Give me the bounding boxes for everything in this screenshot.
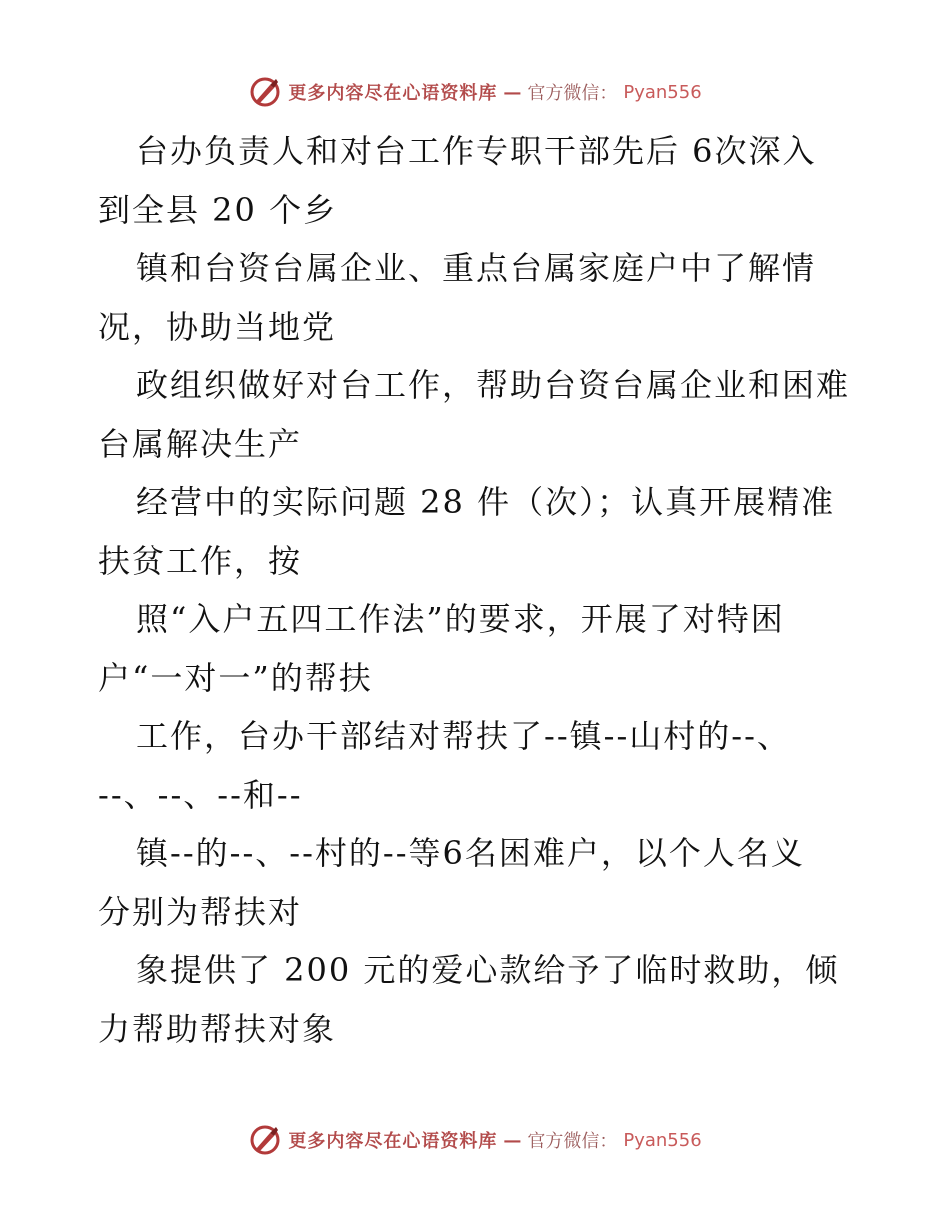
watermark-wechat-id: Pyan556 [623, 81, 702, 103]
watermark-wechat-id: Pyan556 [623, 1129, 702, 1151]
header-watermark [0, 72, 950, 112]
text-line: 台办负责人和对台工作专职干部先后 6次深入 [136, 132, 817, 170]
pen-logo-icon [248, 1123, 282, 1157]
text-line: --、--、--和-- [98, 775, 303, 814]
text-line: 政组织做好对台工作，帮助台资台属企业和困难 [136, 366, 851, 404]
text-line: 力帮助帮扶对象 [98, 1009, 337, 1048]
text-line: 照“入户五四工作法”的要求，开展了对特困 [136, 600, 785, 638]
text-line: 经营中的实际问题 28 件（次）；认真开展精准 [136, 483, 836, 521]
watermark-main-text: 更多内容尽在心语资料库 [288, 1131, 498, 1152]
text-line: 工作，台办干部结对帮扶了--镇--山村的--、 [136, 717, 791, 755]
watermark-dash: — [503, 1129, 522, 1151]
text-line: 户“一对一”的帮扶 [98, 658, 373, 697]
text-line: 分别为帮扶对 [98, 892, 303, 931]
watermark-dash: — [503, 81, 522, 103]
text-line: 象提供了 200 元的爱心款给予了临时救助，倾 [136, 951, 840, 989]
text-line: 扶贫工作，按 [98, 541, 303, 580]
footer-watermark [0, 1120, 950, 1160]
text-line: 镇--的--、--村的--等6名困难户，以个人名义 [136, 834, 805, 872]
text-line: 台属解决生产 [98, 424, 303, 463]
text-line: 到全县 20 个乡 [98, 190, 338, 229]
text-line: 镇和台资台属企业、重点台属家庭户中了解情 [136, 249, 817, 287]
watermark-wechat-label: 官方微信： [527, 83, 618, 104]
watermark-main-text: 更多内容尽在心语资料库 [288, 83, 498, 104]
pen-logo-icon [248, 75, 282, 109]
document-body [98, 122, 858, 1058]
watermark-wechat-label: 官方微信： [527, 1131, 618, 1152]
text-line: 况，协助当地党 [98, 307, 337, 346]
